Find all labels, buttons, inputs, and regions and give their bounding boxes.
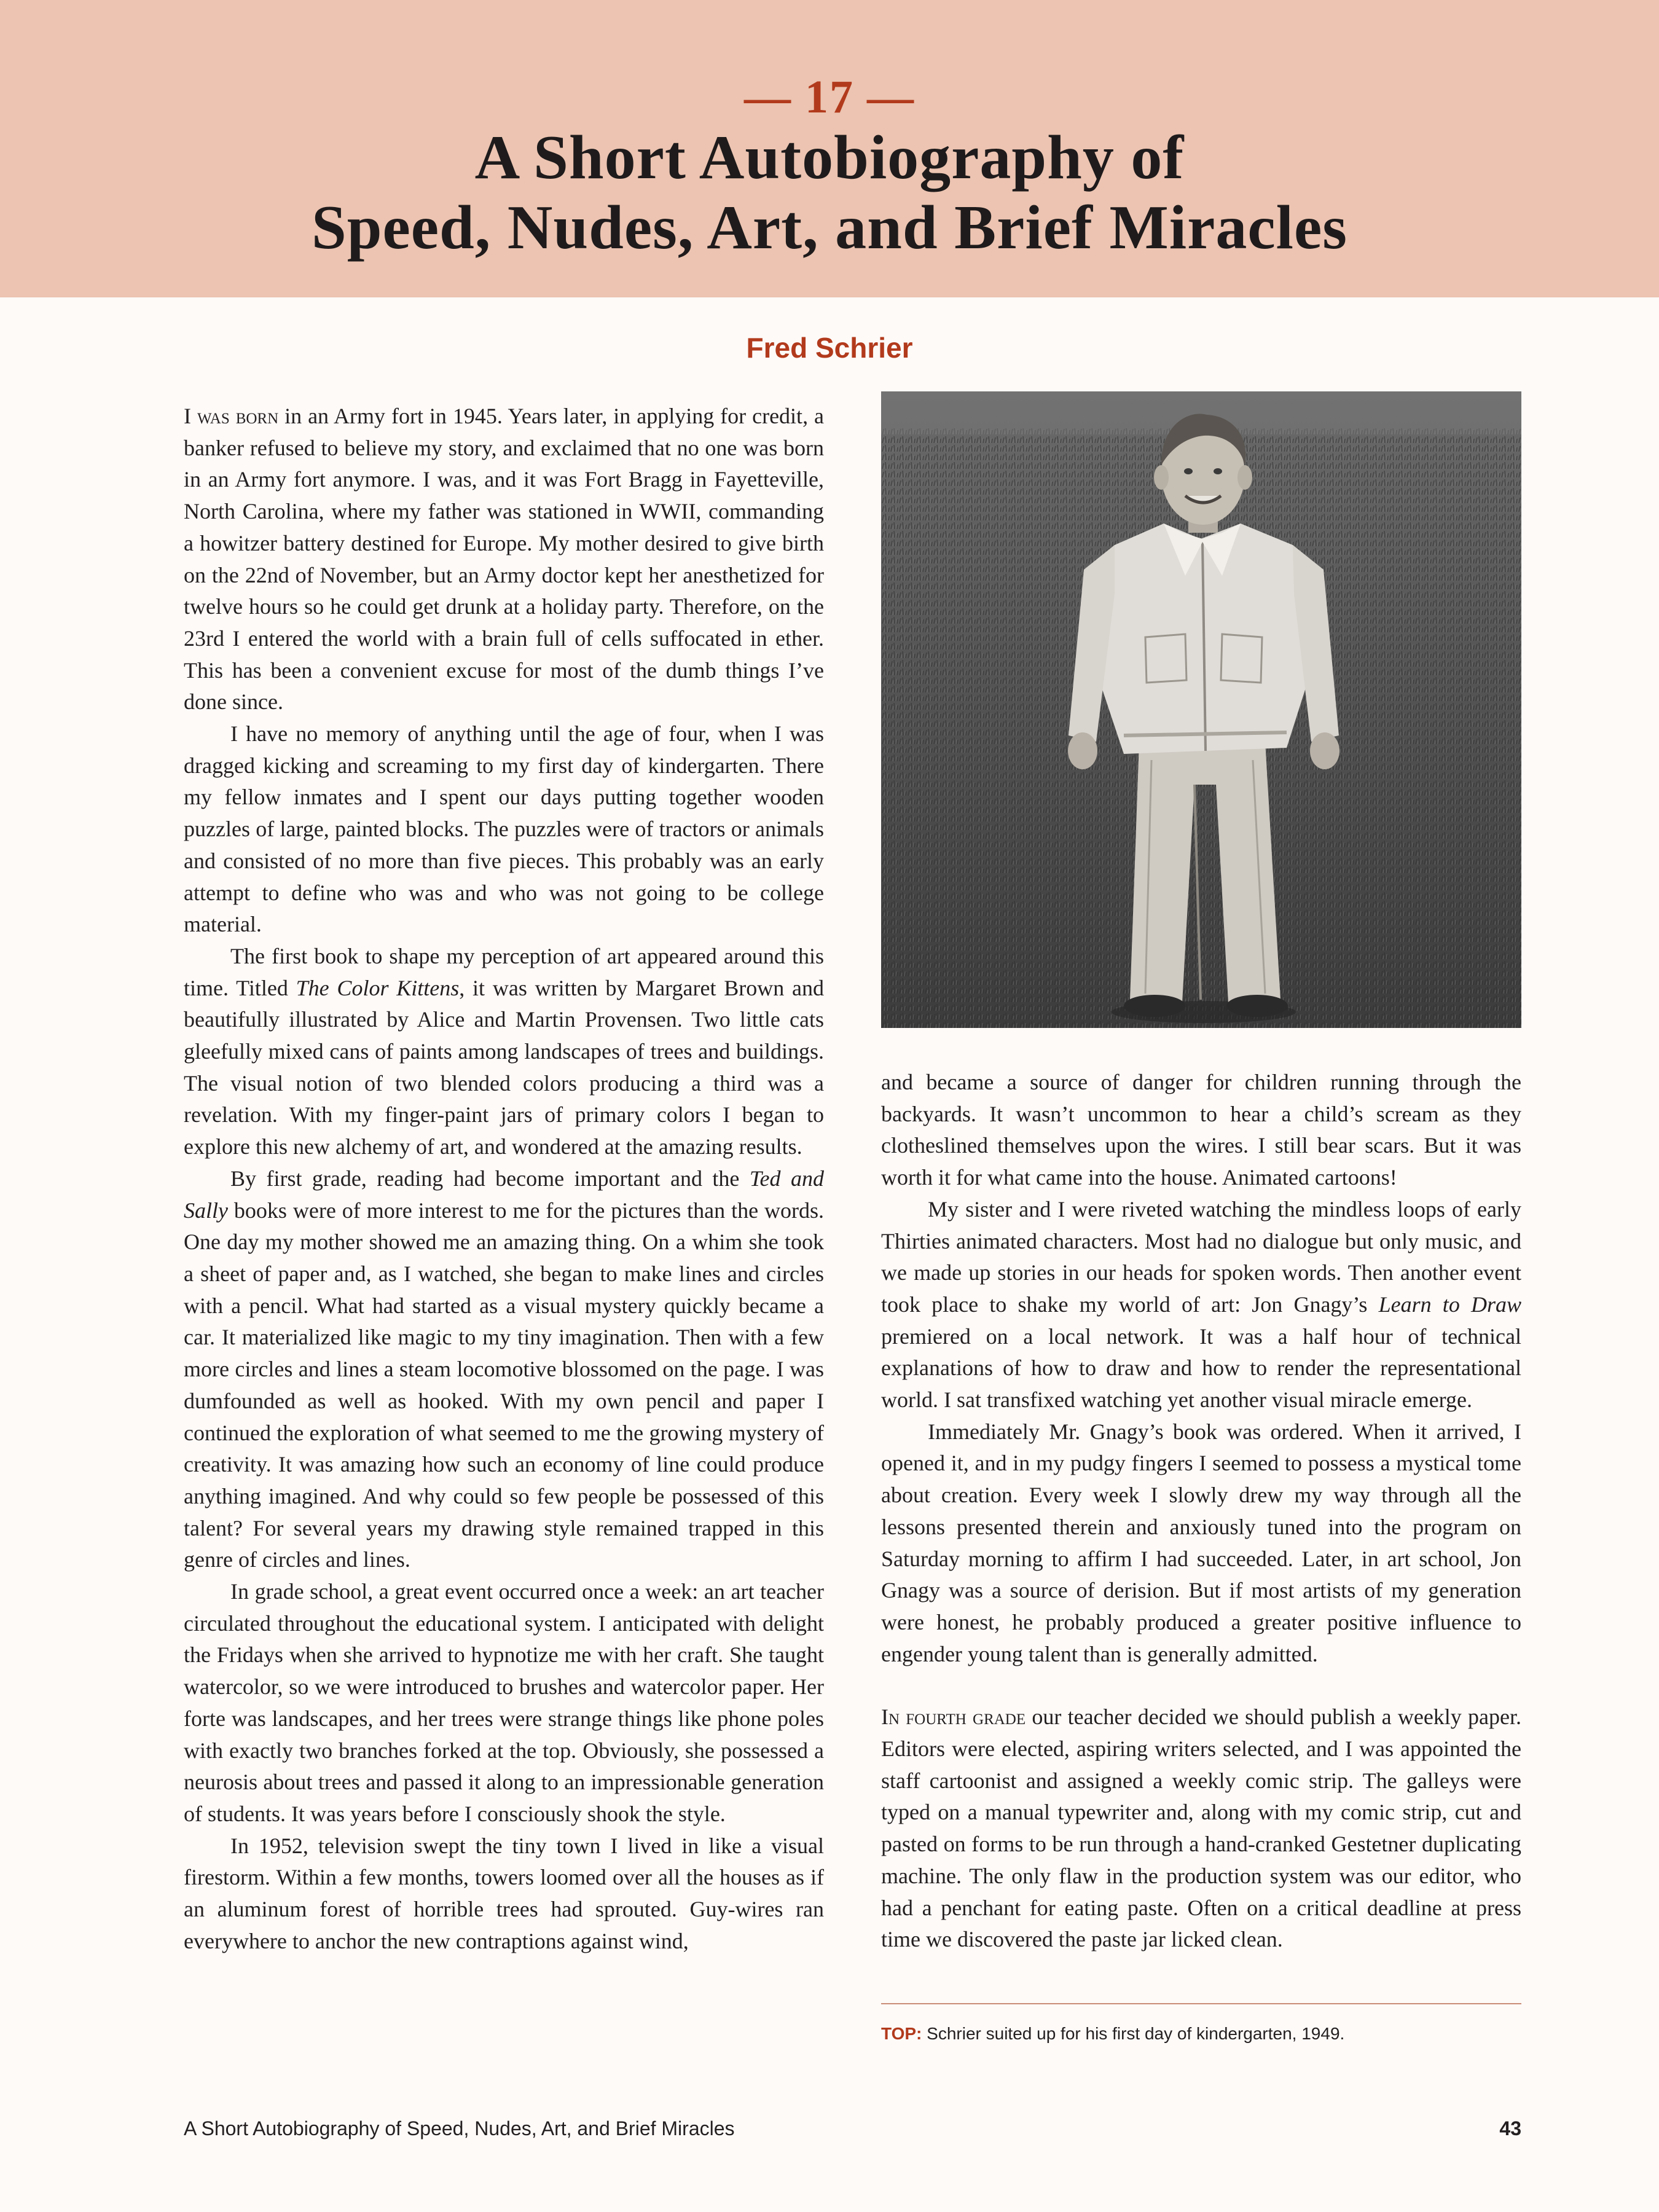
book-title: Ted and Sally [184, 1166, 824, 1223]
paragraph-text: , it was written by Margaret Brown and beautifully illustrated by Alice and Martin Provensen. Two little cats gleefully mixed cans of paints among landscapes of trees and buildings. The visual notion of two blended colors producing a third was a revelation. With my finger-paint jars of primary colors I began to explore this new alchemy of art, and wondered at the amazing results. [184, 975, 824, 1159]
body-column-right [881, 1067, 1521, 1994]
drop-in-smallcaps: In fourth grade [881, 1704, 1026, 1730]
paragraph-text: The first book to shape my perception of art appeared around this time. Titled [184, 943, 824, 1000]
paragraph: I have no memory of anything until the age of four, when I was dragged kicking and screaming to my first day of kindergarten. There my fellow inmates and I spent our days putting together wooden puzzles of large, painted blocks. The puzzles were of tractors or animals and consisted of no more than five pieces. This probably was an early attempt to define who was and who was not going to be college material. [184, 721, 824, 937]
chapter-title [0, 123, 1659, 263]
chapter-header-band [0, 0, 1659, 297]
running-footer-title: A Short Autobiography of Speed, Nudes, Art, and Brief Miracles [184, 2117, 735, 2139]
paragraph: Immediately Mr. Gnagy’s book was ordered. When it arrived, I opened it, and in my pudgy fingers I seemed to possess a mystical tome about creation. Every week I slowly drew my way through all the lessons presented therein and anxiously tuned into the program on Saturday morning to affirm I had succeeded. Later, in art school, Jon Gnagy was a source of derision. But if most artists of my generation were honest, he probably produced a greater positive influence to engender young talent than is generally admitted. [881, 1419, 1521, 1666]
drop-in-smallcaps: I was born [184, 404, 279, 428]
paragraph: In 1952, television swept the tiny town I lived in like a visual firestorm. Within a few months, towers loomed over all the houses as if an aluminum forest of horrible trees had sprouted. Guy-wires ran everywhere to anchor the new contraptions against wind, [184, 1833, 824, 1953]
caption-divider [881, 2003, 1521, 2004]
chapter-title-line-1: A Short Autobiography of [474, 123, 1185, 192]
paragraph-text: our teacher decided we should publish a weekly paper. Editors were elected, aspiring writers selected, and I was appointed the staff cartoonist and assigned a weekly comic strip. The galleys were typed on a manual typewriter and, along with my comic strip, cut and pasted on forms to be run through a hand-cranked Gestetner duplicating machine. The only flaw in the production system was our editor, who had a penchant for eating paste. Often on a critical deadline at press time we discovered the paste jar licked clean. [881, 1704, 1521, 1952]
chapter-title-line-2: Speed, Nudes, Art, and Brief Miracles [312, 193, 1347, 262]
paragraph [184, 1163, 824, 1576]
paragraph [184, 401, 824, 718]
photo-illustration [881, 391, 1521, 1028]
caption-label: TOP: [881, 2024, 922, 2043]
paragraph-text: books were of more interest to me for the pictures than the words. One day my mother showed me an amazing thing. On a whim she took a sheet of paper and, as I watched, she began to make lines and circles with a pencil. What had started as a visual mystery quickly became a car. It materialized like magic to my tiny imagination. Then with a few more circles and lines a steam locomotive blossomed on the page. I was dumfounded as well as hooked. With my own pencil and paper I continued the exploration of what seemed to me the growing mystery of creativity. It was amazing how such an economy of line could produce anything imagined. And why could so few people be possessed of this talent? For several years my drawing style remained trapped in this genre of circles and lines. [184, 1198, 824, 1572]
page-number: 43 [1499, 2117, 1521, 2139]
author-byline: Fred Schrier [746, 332, 913, 364]
paragraph-text: My sister and I were riveted watching the mindless loops of early Thirties animated characters. Most had no dialogue but only music, and we made up stories in our heads for spoken words. Then another event took place to shake my world of art: Jon Gnagy’s [881, 1196, 1521, 1317]
paragraph [184, 941, 824, 1163]
paragraph [881, 1701, 1521, 1956]
paragraph [881, 1194, 1521, 1416]
paragraph: In grade school, a great event occurred once a week: an art teacher circulated throughout the educational system. I anticipated with delight the Fridays when she arrived to hypnotize me with her craft. She taught watercolor, so we were introduced to brushes and watercolor paper. Her forte was landscapes, and her trees were strange things like phone poles with exactly two branches forked at the top. Obviously, she possessed a neurosis about trees and passed it along to an impressionable generation of students. It was years before I consciously shook the style. [184, 1579, 824, 1826]
paragraph-text: in an Army fort in 1945. Years later, in applying for credit, a banker refused to believe my story, and exclaimed that no one was born in an Army fort anymore. I was, and it was Fort Bragg in Fayetteville, North Carolina, where my father was stationed in WWII, commanding a howitzer battery destined for Europe. My mother desired to give birth on the 22nd of November, but an Army doctor kept her anesthetized for twelve hours so he could get drunk at a holiday party. Therefore, on the 23rd I entered the world with a brain full of cells suffocated in ether. This has been a convenient excuse for most of the dumb things I’ve done since. [184, 404, 824, 715]
photo-caption [881, 2022, 1521, 2046]
book-title: The Color Kittens [296, 975, 460, 1000]
show-title: Learn to Draw [1378, 1292, 1521, 1317]
paragraph-text: premiered on a local network. It was a half hour of technical explanations of how to draw and how to render the representational world. I sat transfixed watching yet another visual miracle emerge. [881, 1324, 1521, 1413]
kindergarten-photo [881, 391, 1521, 1028]
paragraph: and became a source of danger for children running through the backyards. It wasn’t uncommon to hear a child’s scream as they clotheslined themselves upon the wires. I still bear scars. But it was worth it for what came into the house. Animated cartoons! [881, 1070, 1521, 1190]
body-column-left [184, 401, 824, 2053]
chapter-number: — 17 — [744, 71, 915, 123]
paragraph-text: By first grade, reading had become important and the [230, 1166, 750, 1191]
caption-text: Schrier suited up for his first day of kindergarten, 1949. [922, 2024, 1345, 2043]
